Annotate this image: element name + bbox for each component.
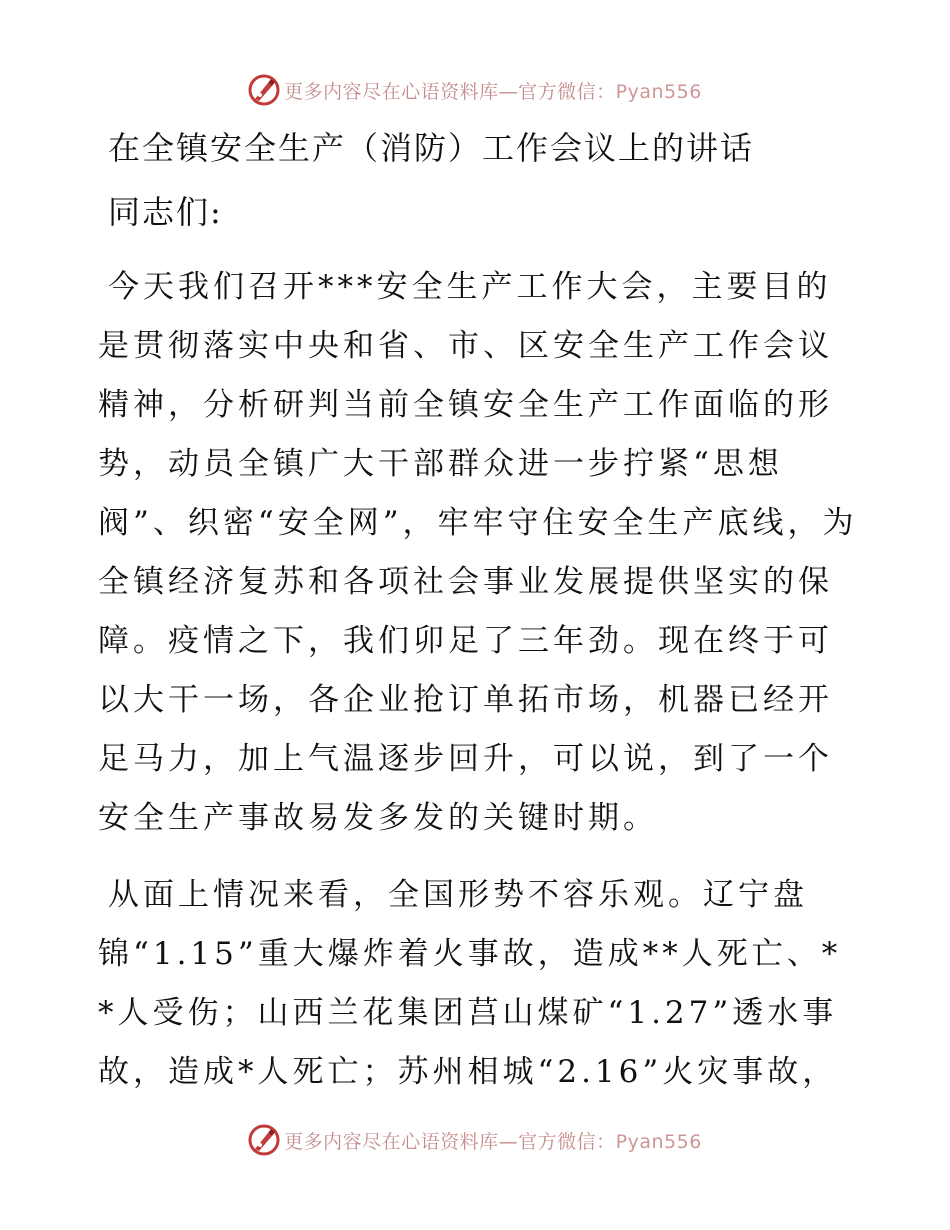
document-body [98,118,858,1120]
banner-wechat-id: Pyan556 [615,80,702,103]
footer-banner [0,1120,950,1160]
salutation: 同志们: [108,193,223,231]
pen-logo-icon [248,74,280,106]
pen-logo-icon [248,1124,280,1156]
paragraph: 从面上情况来看，全国形势不容乐观。辽宁盘锦“1.15”重大爆炸着火事故，造成**人死亡、**人受伤；山西兰花集团莒山煤矿“1.27”透水事故，造成*人死亡；苏州相城“2.16”火灾事故， [98,877,842,1090]
banner-slogan: 更多内容尽在心语资料库—官方微信： [284,80,616,103]
document-title: 在全镇安全生产（消防）工作会议上的讲话 [108,129,755,167]
banner-slogan: 更多内容尽在心语资料库—官方微信： [284,1130,616,1153]
paragraph: 今天我们召开***安全生产工作大会，主要目的是贯彻落实中央和省、市、区安全生产工作会议精神，分析研判当前全镇安全生产工作面临的形势，动员全镇广大干部群众进一步拧紧“思想阀”、织密“安全网”，牢牢守住安全生产底线，为全镇经济复苏和各项社会事业发展提供坚实的保障。疫情之下，我们卯足了三年劲。现在终于可以大干一场，各企业抢订单拓市场，机器已经开足马力，加上气温逐步回升，可以说，到了一个安全生产事故易发多发的关键时期。 [98,269,858,836]
banner-wechat-id: Pyan556 [615,1130,702,1153]
header-banner [0,70,950,110]
banner-text [284,1127,702,1154]
banner-text [284,77,702,104]
